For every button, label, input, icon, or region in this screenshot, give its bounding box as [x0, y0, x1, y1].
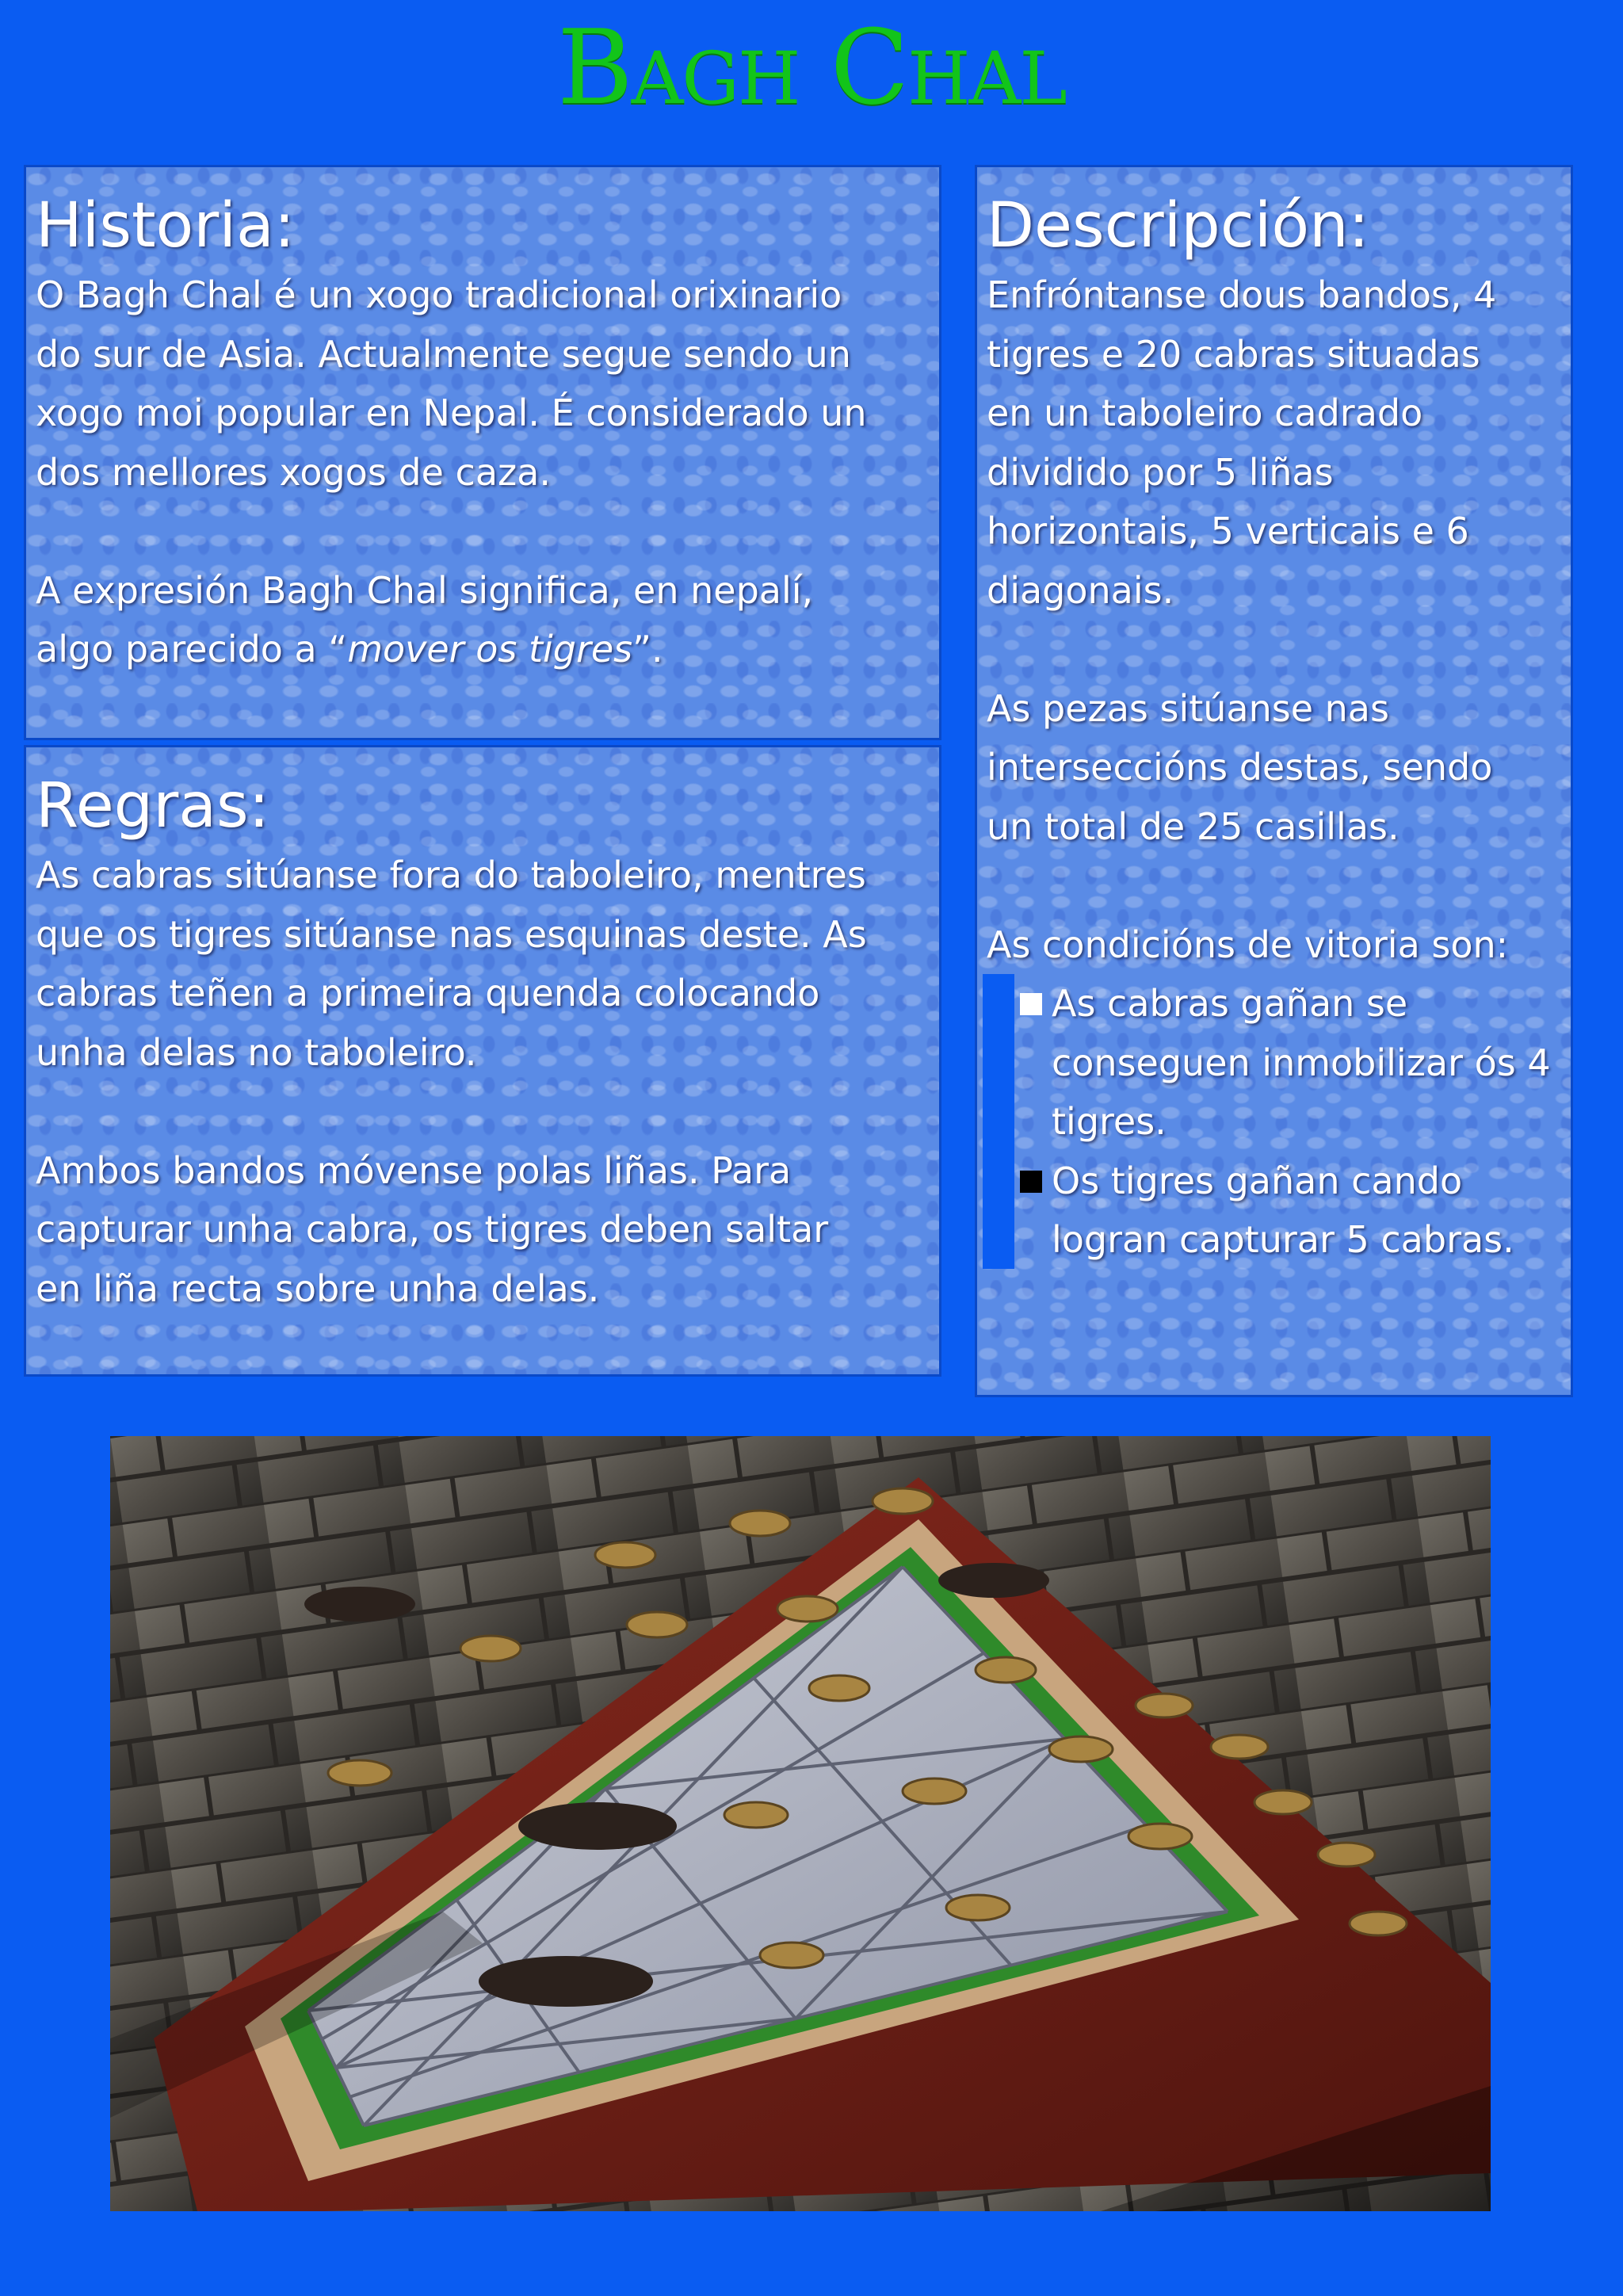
goat-piece [1049, 1736, 1113, 1762]
tiger-piece [938, 1563, 1049, 1598]
descripcion-panel [975, 165, 1573, 1397]
goat-piece [724, 1802, 788, 1828]
regras-line: en liña recta sobre unha delas. [36, 1266, 600, 1310]
goat-piece [760, 1943, 823, 1968]
goat-piece [1318, 1843, 1375, 1866]
regras-line: capturar unha cabra, os tigres deben saltar [36, 1208, 829, 1251]
historia-panel [24, 165, 941, 740]
condition-line: logran capturar 5 cabras. [1052, 1218, 1514, 1261]
historia-heading: Historia: [36, 190, 296, 262]
goat-piece [1136, 1694, 1193, 1717]
regras-line: Ambos bandos móvense polas liñas. Para [36, 1148, 792, 1192]
descripcion-line: interseccións destas, sendo [987, 746, 1493, 789]
goat-piece [809, 1675, 869, 1701]
goat-piece [873, 1488, 933, 1514]
goat-piece [1128, 1824, 1192, 1849]
descripcion-line: As pezas sitúanse nas [987, 686, 1389, 730]
regras-line: unha delas no taboleiro. [36, 1030, 477, 1074]
condition-line: Os tigres gañan cando [1052, 1159, 1463, 1202]
board-photo [110, 1436, 1491, 2211]
goat-piece [1211, 1735, 1268, 1759]
regras-line: que os tigres sitúanse nas esquinas deste. As [36, 912, 867, 956]
square-bullet-icon [1020, 1171, 1042, 1193]
historia-line: do sur de Asia. Actualmente segue sendo un [36, 332, 851, 376]
historia-meaning-quote: algo parecido a “mover os tigres”. [36, 628, 663, 670]
goat-piece [777, 1596, 838, 1622]
descripcion-line: diagonais. [987, 568, 1174, 612]
descripcion-line: dividido por 5 liñas [987, 450, 1334, 494]
historia-line: O Bagh Chal é un xogo tradicional orixinario [36, 273, 842, 316]
tiger-piece [518, 1802, 677, 1850]
regras-line: cabras teñen a primeira quenda colocando [36, 972, 820, 1014]
historia-line: dos mellores xogos de caza. [36, 450, 551, 494]
goat-piece [730, 1511, 790, 1536]
tiger-piece [304, 1587, 415, 1622]
descripcion-line: Enfróntanse dous bandos, 4 [987, 273, 1497, 316]
regras-panel [24, 745, 941, 1377]
page-title: Bagh Chal [557, 7, 1066, 128]
condition-tigers [987, 1152, 1561, 1270]
goat-piece [903, 1778, 966, 1804]
goat-piece [627, 1612, 687, 1637]
square-bullet-icon [1020, 993, 1042, 1015]
descripcion-line: tigres e 20 cabras situadas [987, 332, 1480, 376]
goat-piece [1350, 1912, 1407, 1935]
goat-piece [976, 1657, 1036, 1683]
historia-meaning-line: A expresión Bagh Chal significa, en nepalí, [36, 568, 814, 612]
historia-line: xogo moi popular en Nepal. É considerado un [36, 392, 867, 434]
conditions-intro: As condicións de vitoria son: [987, 923, 1509, 966]
historia-meaning-italic: mover os tigres [347, 628, 633, 670]
regras-heading: Regras: [36, 770, 269, 842]
descripcion-line: un total de 25 casillas. [987, 804, 1400, 848]
goat-piece [328, 1760, 391, 1786]
condition-line: tigres. [1052, 1100, 1167, 1143]
goat-piece [946, 1895, 1010, 1920]
condition-goats [987, 974, 1561, 1152]
descripcion-line: en un taboleiro cadrado [987, 392, 1423, 434]
regras-line: As cabras sitúanse fora do taboleiro, mentres [36, 854, 866, 896]
condition-line: conseguen inmobilizar ós 4 [1052, 1041, 1551, 1084]
descripcion-line: horizontais, 5 verticais e 6 [987, 510, 1469, 552]
descripcion-heading: Descripción: [987, 190, 1369, 262]
tiger-piece [479, 1956, 653, 2007]
goat-piece [460, 1636, 521, 1661]
condition-line: As cabras gañan se [1052, 982, 1408, 1025]
goat-piece [1254, 1790, 1312, 1814]
goat-piece [595, 1542, 655, 1568]
conditions-list [987, 974, 1561, 1270]
